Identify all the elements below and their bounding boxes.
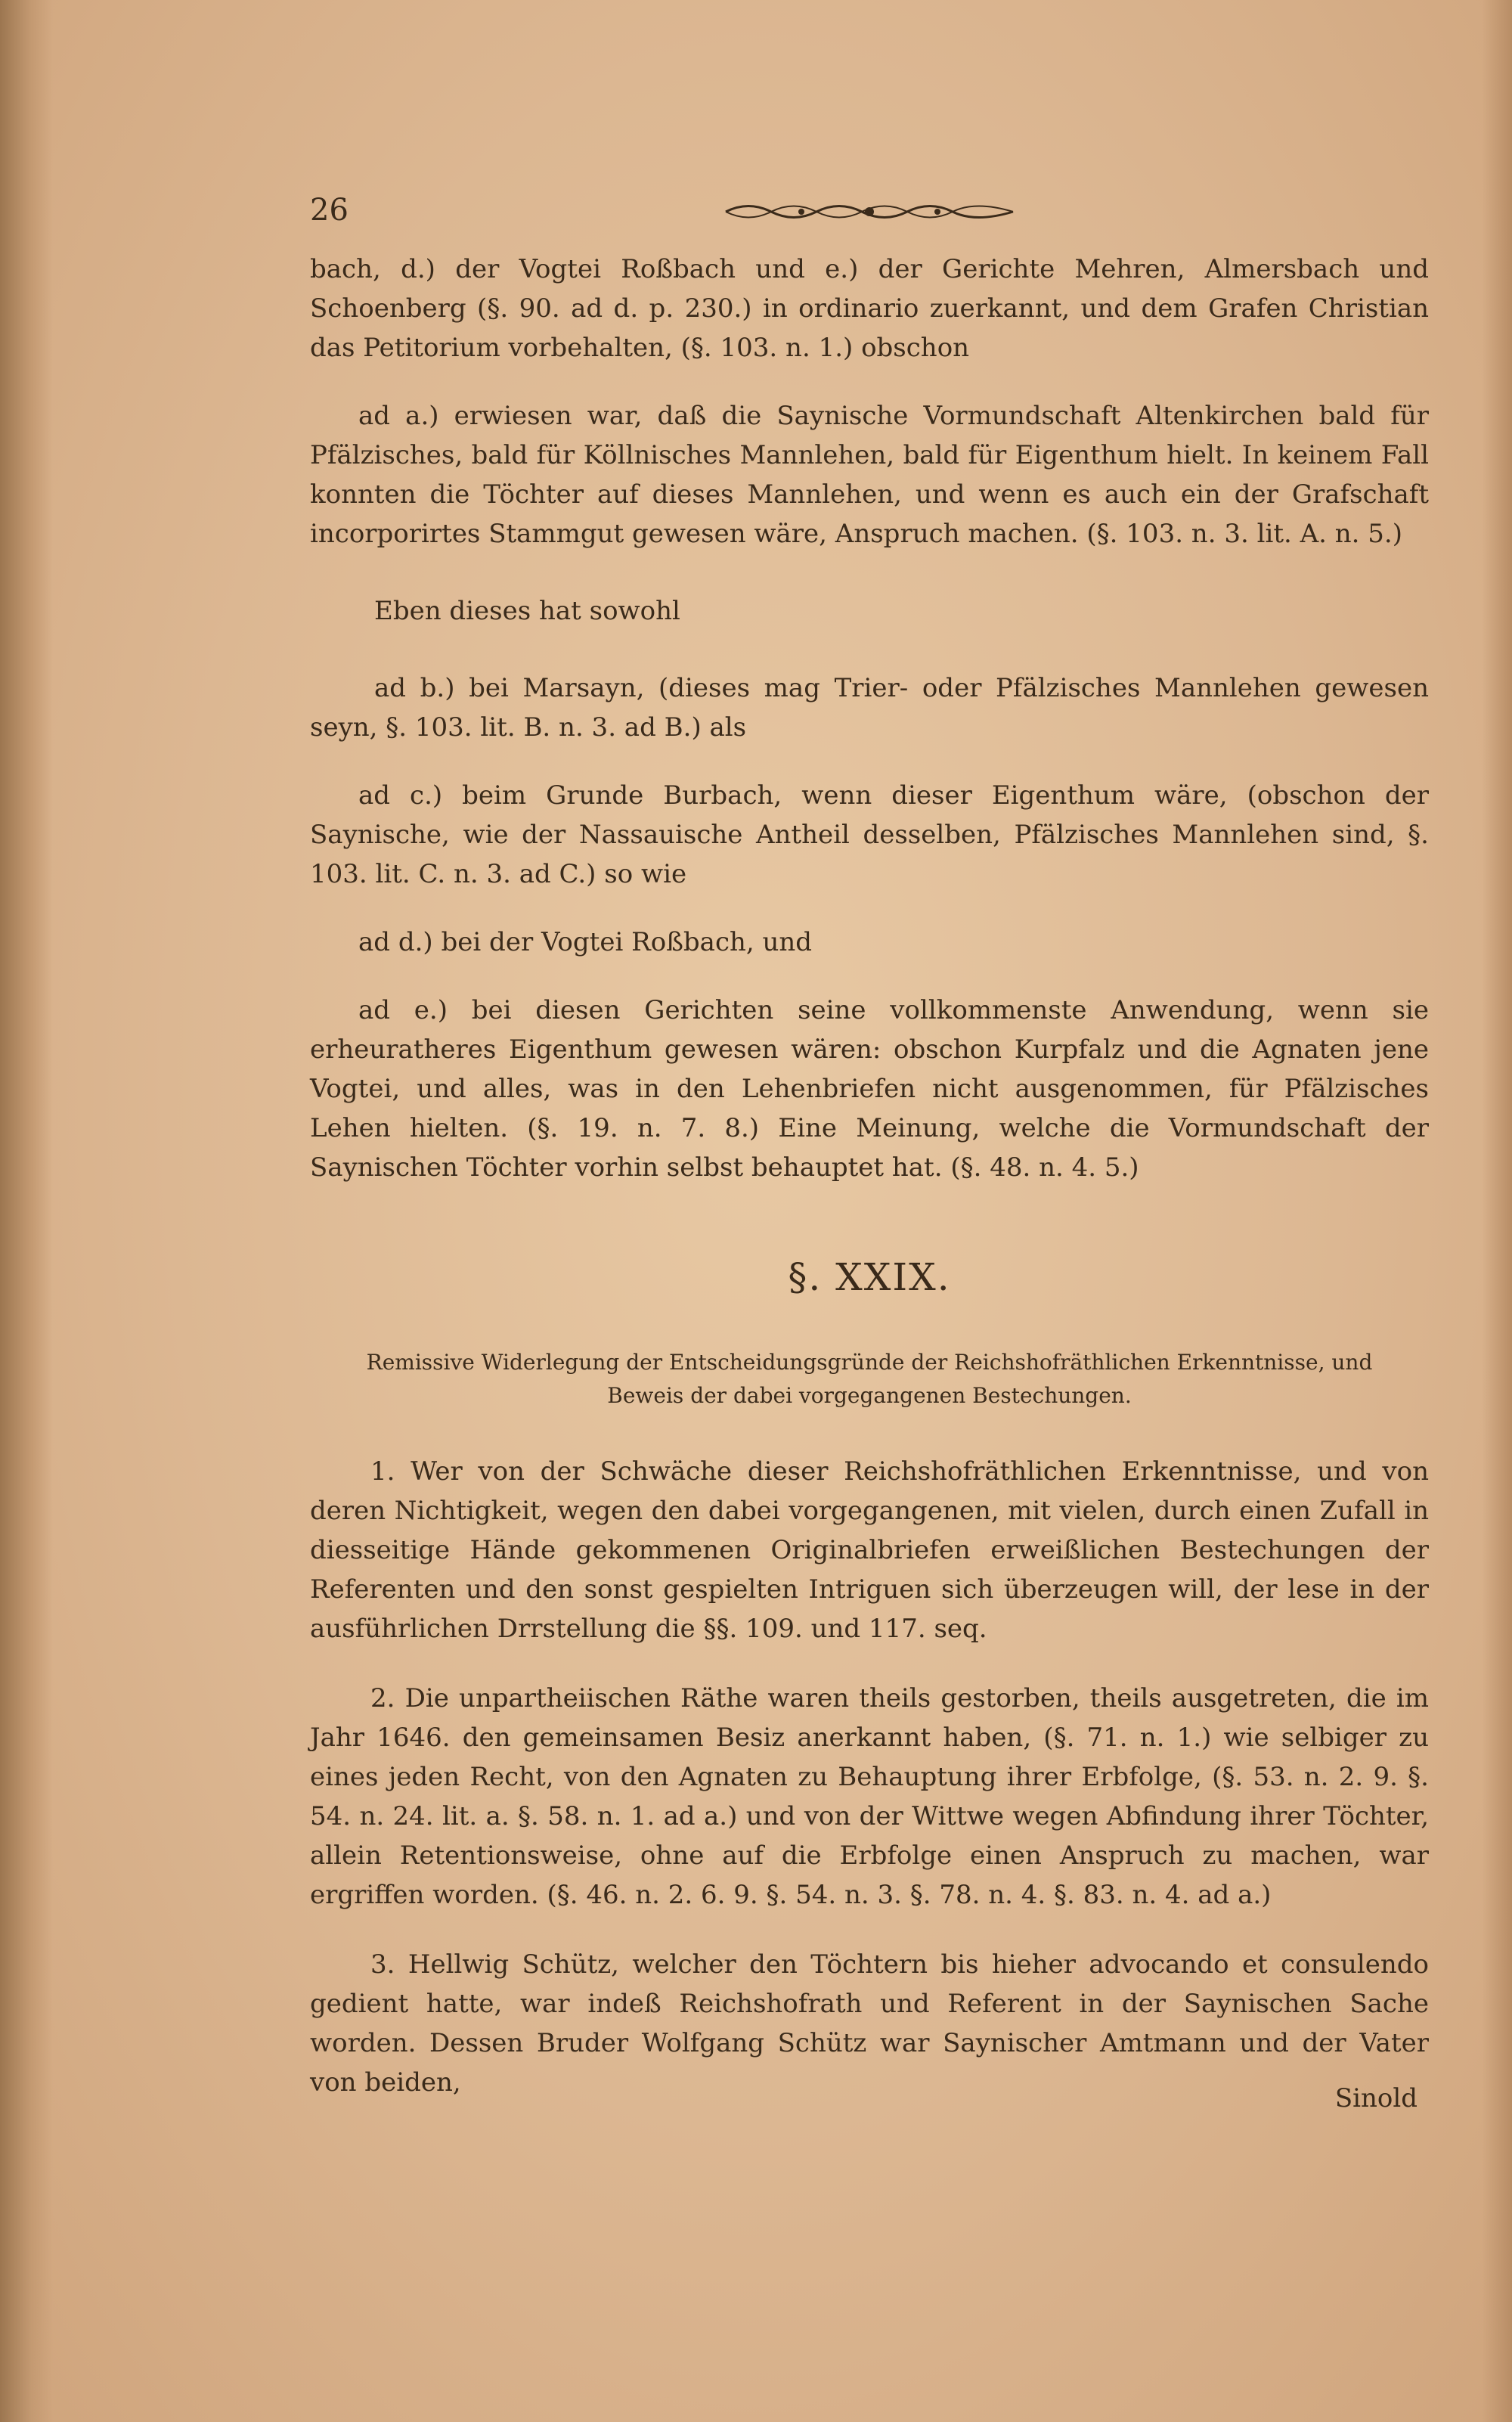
page-edge-shadow xyxy=(1482,0,1512,2422)
body-text-bottom xyxy=(310,1452,1429,2132)
section-heading: §. XXIX. xyxy=(788,1255,951,1299)
catchword: Sinold xyxy=(1334,2083,1418,2113)
paragraph: ad e.) bei diesen Gerichten seine vollkommenste Anwendung, wenn sie erheuratheres Eigenthum gewesen wären: obschon Kurpfalz und die Agnaten jene Vogtei, und alles, was in den Lehenbriefen nicht ausgenommen, für Pfälzisches Lehen hielten. (§. 19. n. 7. 8.) Eine Meinung, welche die Vormundschaft der Saynischen Töchter vorhin selbst behauptet hat. (§. 48. n. 4. 5.) xyxy=(310,995,1429,1183)
paragraph: 2. Die unpartheiischen Räthe waren theils gestorben, theils ausgetreten, die im Jahr 1646. den gemeinsamen Besiz anerkannt haben, (§. 71. n. 1.) wie selbiger zu eines jeden Recht, von den Agnaten zu Behauptung ihrer Erbfolge, (§. 53. n. 2. 9. §. 54. n. 24. lit. a. §. 58. n. 1. ad a.) und von der Wittwe wegen Abfindung ihrer Töchter, allein Retentionsweise, ohne auf die Erbfolge einen Anspruch zu machen, war ergriffen worden. (§. 46. n. 2. 6. 9. §. 54. n. 3. §. 78. n. 4. §. 83. n. 4. ad a.) xyxy=(310,1683,1429,1910)
paragraph: 3. Hellwig Schütz, welcher den Töchtern bis hieher advocando et consulendo gedient hatte, war indeß Reichshofrath und Referent in der Saynischen Sache worden. Dessen Bruder Wolfgang Schütz war Saynischer Amtmann und der Vater von beiden, xyxy=(310,1949,1429,2098)
paragraph: ad c.) beim Grunde Burbach, wenn dieser Eigenthum wäre, (obschon der Saynische, wie der Nassauische Antheil desselben, Pfälzisches Mannlehen sind, §. 103. lit. C. n. 3. ad C.) so wie xyxy=(310,780,1429,889)
paragraph: 1. Wer von der Schwäche dieser Reichshofräthlichen Erkenntnisse, und von deren Nichtigkeit, wegen den dabei vorgegangenen, mit vielen, durch einen Zufall in diesseitige Hände gekommenen Originalbriefen erweißlichen Bestechungen der Referenten und den sonst gespielten Intriguen sich überzeugen will, der lese in der ausführlichen Drrstellung die §§. 109. und 117. seq. xyxy=(310,1456,1429,1644)
section-subtitle: Remissive Widerlegung der Entscheidungsgründe der Reichshofräthlichen Erkenntnisse, und Beweis der dabei vorgegangenen Bestechungen. xyxy=(366,1350,1373,1408)
paragraph: ad d.) bei der Vogtei Roßbach, und xyxy=(358,927,813,957)
page-number: 26 xyxy=(310,193,349,228)
paragraph: bach, d.) der Vogtei Roßbach und e.) der Gerichte Mehren, Almersbach und Schoenberg (§. 90. ad d. p. 230.) in ordinario zuerkannt, und dem Grafen Christian das Petitorium vorbehalten, (§. 103. n. 1.) obschon xyxy=(310,254,1429,363)
page-gutter-shadow xyxy=(0,0,53,2422)
paragraph: ad b.) bei Marsayn, (dieses mag Trier- oder Pfälzisches Mannlehen gewesen seyn, §. 103. lit. B. n. 3. ad B.) als xyxy=(310,673,1429,743)
body-text-top xyxy=(310,250,1429,1187)
paragraph: Eben dieses hat sowohl xyxy=(374,596,680,626)
paragraph: ad a.) erwiesen war, daß die Saynische Vormundschaft Altenkirchen bald für Pfälzisches, bald für Köllnisches Mannlehen, bald für Eigenthum hielt. In keinem Fall konnten die Töchter auf dieses Mannlehen, und wenn es auch ein der Grafschaft incorporirtes Stammgut gewesen wäre, Anspruch machen. (§. 103. n. 3. lit. A. n. 5.) xyxy=(310,401,1429,549)
decorative-rule-icon xyxy=(718,197,1021,227)
page-header xyxy=(310,193,1429,238)
